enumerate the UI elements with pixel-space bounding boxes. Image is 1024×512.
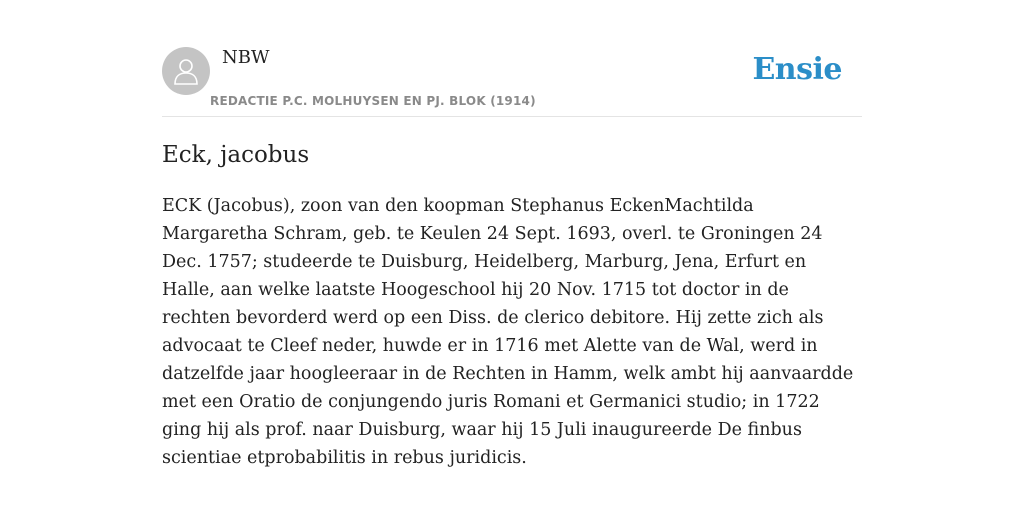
article-title: Eck, jacobus	[162, 142, 310, 168]
source-name[interactable]: NBW	[222, 47, 270, 68]
source-avatar[interactable]	[162, 47, 210, 95]
user-icon	[173, 57, 199, 85]
article-body: ECK (Jacobus), zoon van den koopman Stephanus EckenMachtilda Margaretha Schram, geb. te Keulen 24 Sept. 1693, overl. te Groningen 24 Dec. 1757; studeerde te Duisburg, Heidelberg, Marburg, Jena, Erfurt en Halle, aan welke laatste Hoogeschool hij 20 Nov. 1715 tot doctor in de rechten bevorderd werd op een Diss. de clerico debitore. Hij zette zich als advocaat te Cleef neder, huwde er in 1716 met Alette van de Wal, werd in datzelfde jaar hoogleeraar in de Rechten in Hamm, welk ambt hij aanvaardde met een Oratio de conjungendo juris Romani et Germanici studio; in 1722 ging hij als prof. naar Duisburg, waar hij 15 Juli inaugureerde De finbus scientiae etprobabilitis in rebus juridicis.	[162, 196, 854, 468]
source-subtitle: REDACTIE P.C. MOLHUYSEN EN PJ. BLOK (1914)	[210, 94, 536, 108]
article-header	[162, 40, 862, 117]
ensie-logo[interactable]: Ensie	[752, 52, 842, 87]
